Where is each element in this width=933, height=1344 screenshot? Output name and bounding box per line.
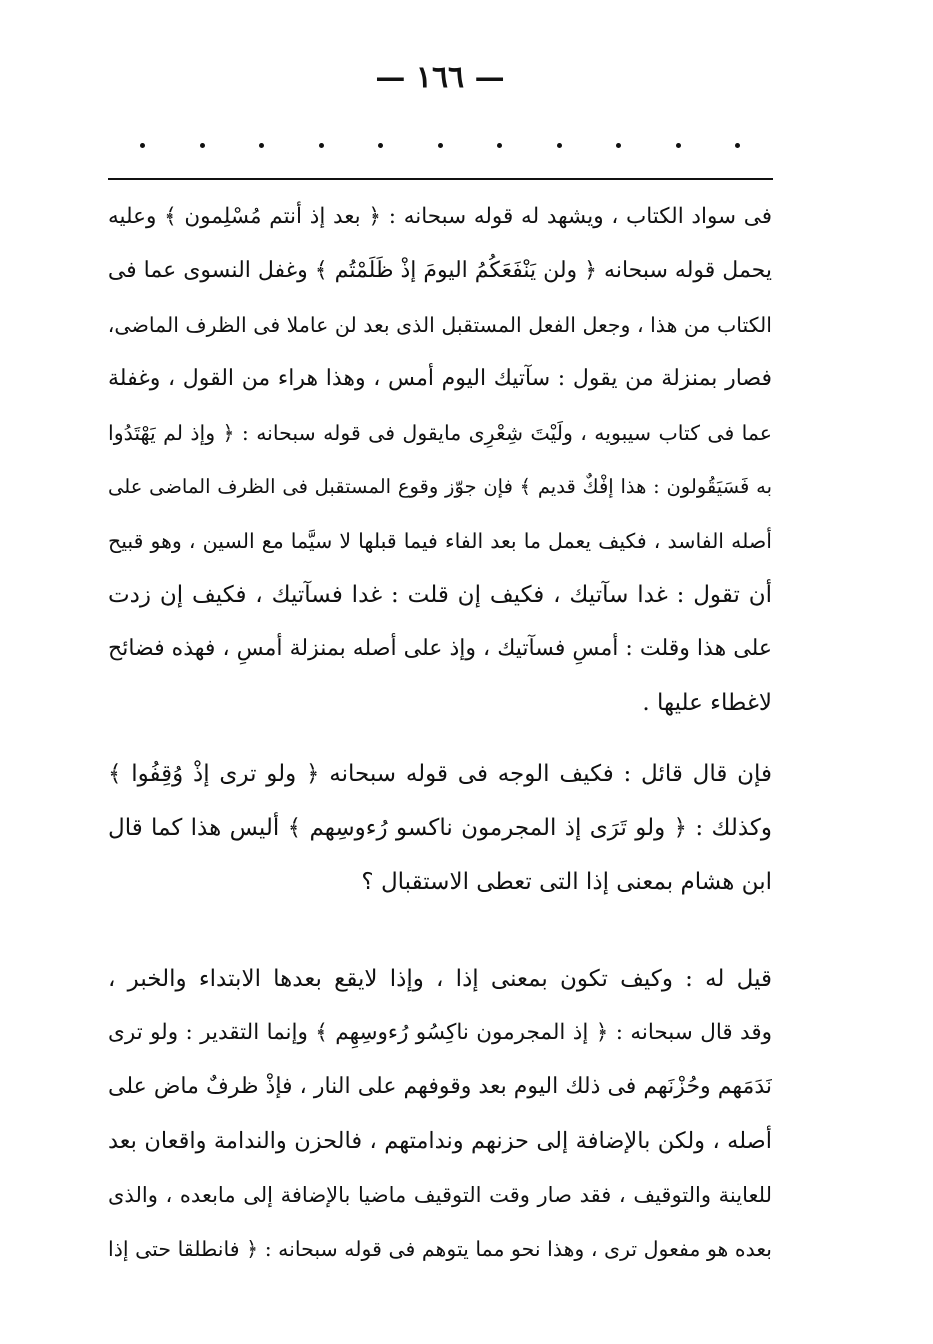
- text-line: أصله الفاسد ، فكيف يعمل ما بعد الفاء فيما قبلها لا سيَّما مع السين ، وهو قبيح: [108, 529, 772, 553]
- ornament-dot: [140, 143, 145, 148]
- ornament-dot: [319, 143, 324, 148]
- ornament-dots: [140, 143, 740, 148]
- text-line: للعاينة والتوقيف ، فقد صار وقت التوقيف ماضيا بالإضافة إلى مابعده ، والذى: [108, 1183, 772, 1207]
- text-line: نَدَمَهم وحُزْنَهم فى ذلك اليوم بعد وقوفهم على النار ، فإذْ ظرفٌ ماض على: [108, 1074, 772, 1099]
- ornament-dot: [676, 143, 681, 148]
- body-text: [108, 190, 772, 1276]
- ornament-dot: [438, 143, 443, 148]
- text-line: به فَسَيَقُولون : هذا إفْكٌ قديم ﴾ فإن جوّز وقوع المستقبل فى الظرف الماضى على: [108, 475, 772, 498]
- text-line: بعده هو مفعول ترى ، وهذا نحو مما يتوهم فى قوله سبحانه : ﴿ فانطلقا حتى إذا: [108, 1237, 772, 1261]
- text-line: فى سواد الكتاب ، ويشهد له قوله سبحانه : ﴿ بعد إذ أنتم مُسْلِمون ﴾ وعليه: [108, 204, 772, 229]
- paragraph-gap: [108, 730, 772, 747]
- header-divider: [108, 178, 773, 180]
- paragraph-gap: [108, 909, 772, 952]
- text-line: لاغطاء عليها .: [642, 690, 772, 716]
- ornament-dot: [378, 143, 383, 148]
- text-line: فصار بمنزلة من يقول : سآتيك اليوم أمس ، وهذا هراء من القول ، وغفلة: [108, 366, 772, 391]
- text-line: الكتاب من هذا ، وجعل الفعل المستقبل الذى بعد لن عاملا فى الظرف الماضى،: [108, 313, 772, 337]
- ornament-dot: [497, 143, 502, 148]
- paragraph-2: [108, 747, 772, 909]
- text-line: فإن قال قائل : فكيف الوجه فى قوله سبحانه ﴿ ولو ترى إذْ وُقِفُوا ﴾: [108, 761, 772, 787]
- text-line: أصله ، ولكن بالإضافة إلى حزنهم وندامتهم ، فالحزن والندامة واقعان بعد: [108, 1128, 772, 1154]
- paragraph-3: [108, 952, 772, 1276]
- text-line: وكذلك : ﴿ ولو تَرَى إذ المجرمون ناكسو رُءوسِهم ﴾ أليس هذا كما قال: [108, 815, 772, 841]
- ornament-dot: [616, 143, 621, 148]
- text-line: على هذا وقلت : أمسِ فسآتيك ، وإذ على أصله بمنزلة أمسِ ، فهذه فضائح: [108, 636, 772, 661]
- text-line: أن تقول : غدا سآتيك ، فكيف إن قلت : غدا فسآتيك ، فكيف إن زدت: [108, 582, 772, 608]
- ornament-dot: [259, 143, 264, 148]
- text-line: ابن هشام بمعنى إذا التى تعطى الاستقبال ؟: [361, 869, 772, 895]
- ornament-dot: [557, 143, 562, 148]
- text-line: عما فى كتاب سيبويه ، ولَيْتَ شِعْرِى مايقول فى قوله سبحانه : ﴿ وإذ لم يَهْتَدُوا: [108, 421, 772, 445]
- text-line: وقد قال سبحانه : ﴿ إذ المجرمون ناكِسُو رُءوسِهِم ﴾ وإنما التقدير : ولو ترى: [108, 1020, 772, 1045]
- ornament-dot: [735, 143, 740, 148]
- page-number: — ١٦٦ —: [375, 60, 505, 95]
- text-line: يحمل قوله سبحانه ﴿ ولن يَنْفَعَكُمُ اليومَ إذْ ظَلَمْتُم ﴾ وغفل النسوى عما فى: [108, 258, 772, 283]
- text-line: قيل له : وكيف تكون بمعنى إذا ، وإذا لايقع بعدها الابتداء والخبر ،: [108, 966, 772, 992]
- ornament-dot: [200, 143, 205, 148]
- paragraph-1: [108, 190, 772, 730]
